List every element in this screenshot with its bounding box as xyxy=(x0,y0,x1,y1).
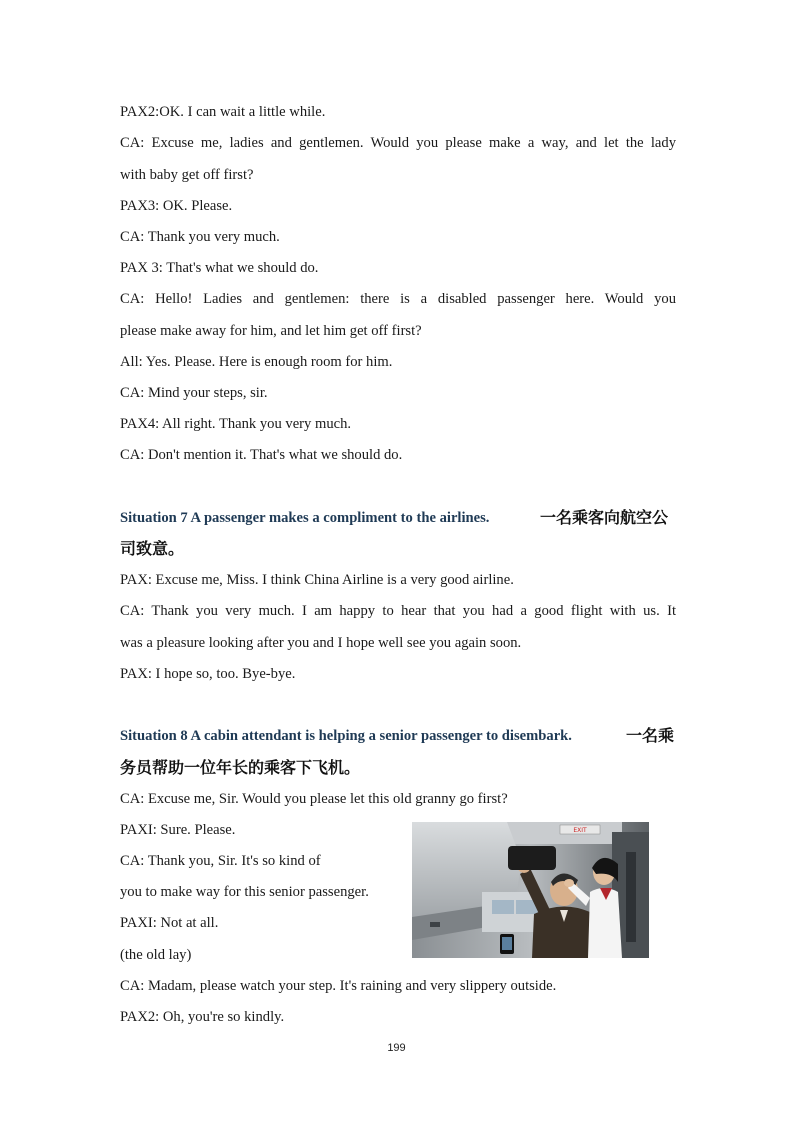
dialogue-line: with baby get off first? xyxy=(120,167,254,183)
cabin-attendant-photo xyxy=(412,822,649,958)
dialogue-line: CA: Thank you, Sir. It's so kind of xyxy=(120,853,321,869)
dialogue-line: PAX2: Oh, you're so kindly. xyxy=(120,1009,285,1025)
dialogue-line: was a pleasure looking after you and I hope well see you again soon. xyxy=(120,635,522,651)
section-heading-situation-7 xyxy=(120,508,680,528)
heading-chinese-continued: 务员帮助一位年长的乘客下飞机。 xyxy=(120,758,361,777)
page-number: 199 xyxy=(387,1042,406,1054)
dialogue-line: you to make way for this senior passenger. xyxy=(120,884,369,900)
heading-chinese-continued: 司致意。 xyxy=(120,539,185,558)
dialogue-line: PAX4: All right. Thank you very much. xyxy=(120,416,352,432)
section-heading-situation-8 xyxy=(120,726,680,746)
dialogue-line: All: Yes. Please. Here is enough room for him. xyxy=(120,354,393,370)
dialogue-line: CA: Hello! Ladies and gentlemen: there is a disabled passenger here. Would you xyxy=(120,291,676,307)
heading-chinese: 一名乘客向航空公 xyxy=(540,508,669,527)
heading-chinese: 一名乘 xyxy=(626,726,675,745)
dialogue-line: CA: Mind your steps, sir. xyxy=(120,385,268,401)
dialogue-line: CA: Thank you very much. I am happy to hear that you had a good flight with us. It xyxy=(120,603,676,619)
exit-sign-text: EXIT xyxy=(573,827,587,834)
dialogue-line: CA: Excuse me, ladies and gentlemen. Would you please make a way, and let the lady xyxy=(120,135,676,151)
dialogue-line: PAXI: Not at all. xyxy=(120,915,219,931)
dialogue-line: CA: Don't mention it. That's what we should do. xyxy=(120,447,403,463)
dialogue-line: CA: Excuse me, Sir. Would you please let this old granny go first? xyxy=(120,791,508,807)
dialogue-line: PAX3: OK. Please. xyxy=(120,198,233,214)
dialogue-line: PAX2:OK. I can wait a little while. xyxy=(120,104,326,120)
dialogue-line: please make away for him, and let him get off first? xyxy=(120,323,422,339)
dialogue-line: PAX: I hope so, too. Bye-bye. xyxy=(120,666,296,682)
heading-english: Situation 7 A passenger makes a compliment to the airlines. xyxy=(120,510,490,526)
heading-english: Situation 8 A cabin attendant is helping a senior passenger to disembark. xyxy=(120,728,572,744)
dialogue-line: CA: Madam, please watch your step. It's raining and very slippery outside. xyxy=(120,978,557,994)
dialogue-line: (the old lay) xyxy=(120,947,192,963)
dialogue-line: PAXI: Sure. Please. xyxy=(120,822,236,838)
dialogue-line: PAX 3: That's what we should do. xyxy=(120,260,319,276)
cabin-scene-illustration xyxy=(412,822,649,958)
dialogue-line: CA: Thank you very much. xyxy=(120,229,280,245)
dialogue-line: PAX: Excuse me, Miss. I think China Airline is a very good airline. xyxy=(120,572,514,588)
